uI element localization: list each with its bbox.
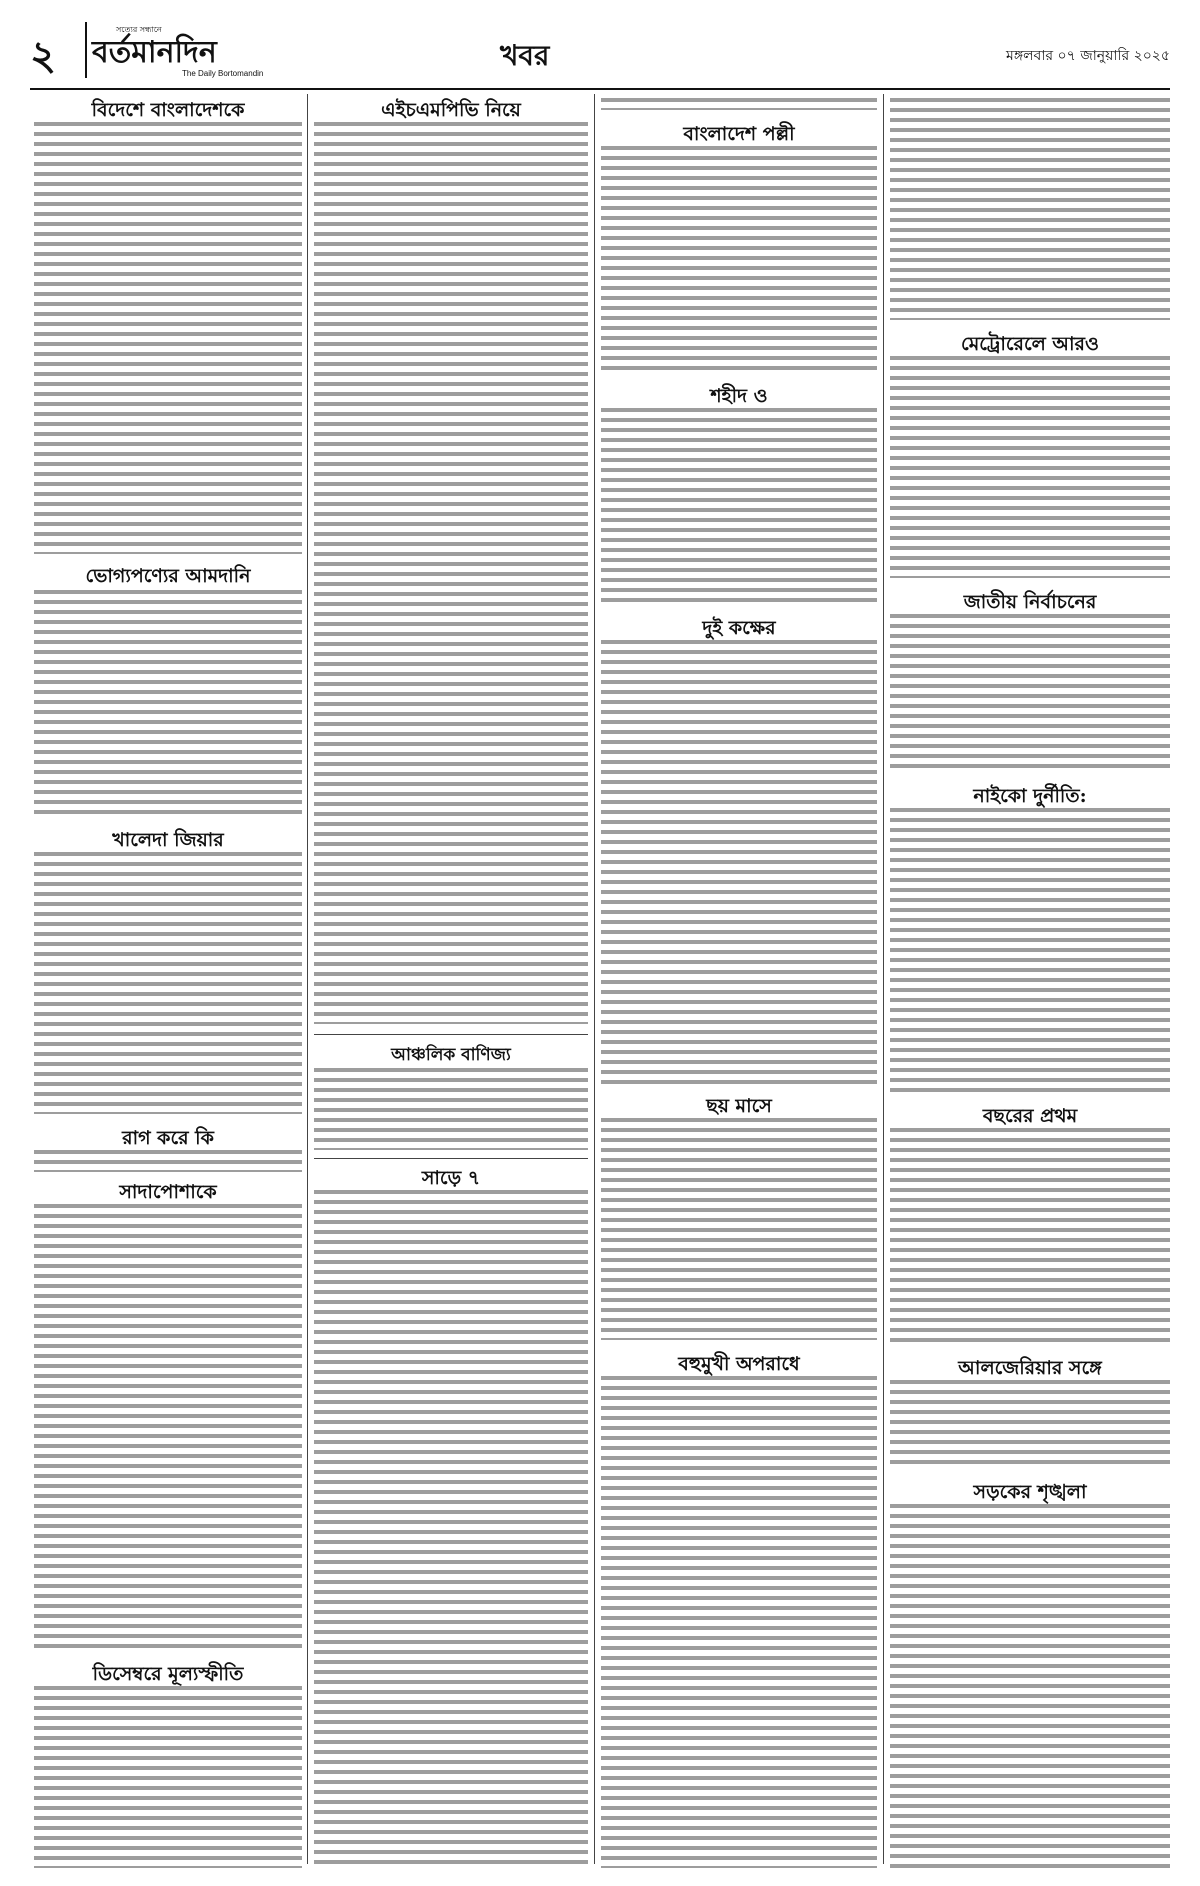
article-body: [34, 1204, 302, 1650]
headline: রাগ করে কি: [122, 1127, 214, 1149]
divider: [314, 1034, 588, 1035]
article-body: [34, 1150, 302, 1172]
newspaper-logo: [92, 24, 263, 78]
headline: ছয় মাসে: [706, 1095, 772, 1117]
column-divider: [883, 94, 884, 1864]
headline: বাংলাদেশ পল্লী: [683, 123, 795, 145]
headline: বছরের প্রথম: [982, 1105, 1078, 1127]
article-body: [314, 1190, 588, 1868]
article-body: [34, 852, 302, 1114]
headline: মেট্রোরেলে আরও: [961, 333, 1099, 355]
divider: [314, 1158, 588, 1159]
article-body: [314, 122, 588, 1024]
headline: বিদেশে বাংলাদেশকে: [91, 99, 245, 121]
headline: জাতীয় নির্বাচনের: [963, 591, 1097, 613]
headline: নাইকো দুর্নীতি:: [973, 785, 1087, 807]
article-body: [601, 408, 877, 606]
article-body: [601, 1376, 877, 1868]
article-body: [890, 98, 1170, 320]
article-body: [314, 1068, 588, 1150]
article-body: [890, 614, 1170, 772]
column-divider: [594, 94, 595, 1864]
article-body: [890, 1128, 1170, 1344]
headline: শহীদ ও: [710, 385, 768, 407]
headline: ডিসেম্বরে মূল্যস্ফীতি: [92, 1663, 244, 1685]
headline: খালেদা জিয়ার: [112, 829, 224, 851]
masthead: [30, 18, 1170, 90]
article-body: [890, 356, 1170, 578]
headline: দুই কক্ষের: [702, 617, 776, 639]
masthead-divider: [85, 22, 87, 78]
article-body: [890, 1380, 1170, 1470]
section-title: খবর: [500, 39, 550, 72]
article-body: [601, 1118, 877, 1340]
headline: বহুমুখী অপরাধে: [678, 1353, 800, 1375]
headline: আলজেরিয়ার সঙ্গে: [958, 1357, 1102, 1379]
page-number: ২: [30, 32, 57, 79]
headline: এইচএমপিভি নিয়ে: [381, 99, 521, 121]
logo-name: বর্তমানদিন: [92, 35, 217, 70]
article-body: [890, 1504, 1170, 1868]
article-body: [601, 640, 877, 1084]
logo-subtitle: The Daily Bortomandin: [182, 69, 264, 78]
headline: সড়কের শৃঙ্খলা: [973, 1481, 1087, 1503]
headline: সাড়ে ৭: [421, 1167, 481, 1189]
article-body: [601, 146, 877, 372]
article-body: [601, 98, 877, 110]
article-body: [34, 122, 302, 554]
headline: ভোগ্যপণ্যের আমদানি: [85, 565, 251, 587]
headline: সাদাপোশাকে: [119, 1181, 217, 1203]
publication-date: মঙ্গলবার ০৭ জানুয়ারি ২০২৫: [1006, 48, 1170, 64]
article-body: [34, 1686, 302, 1868]
logo-tagline: সত্যের সন্ধানে: [116, 25, 162, 34]
headline: আঞ্চলিক বাণিজ্য: [391, 1045, 511, 1065]
column-divider: [307, 94, 308, 1864]
article-body: [34, 590, 302, 816]
article-body: [890, 808, 1170, 1092]
